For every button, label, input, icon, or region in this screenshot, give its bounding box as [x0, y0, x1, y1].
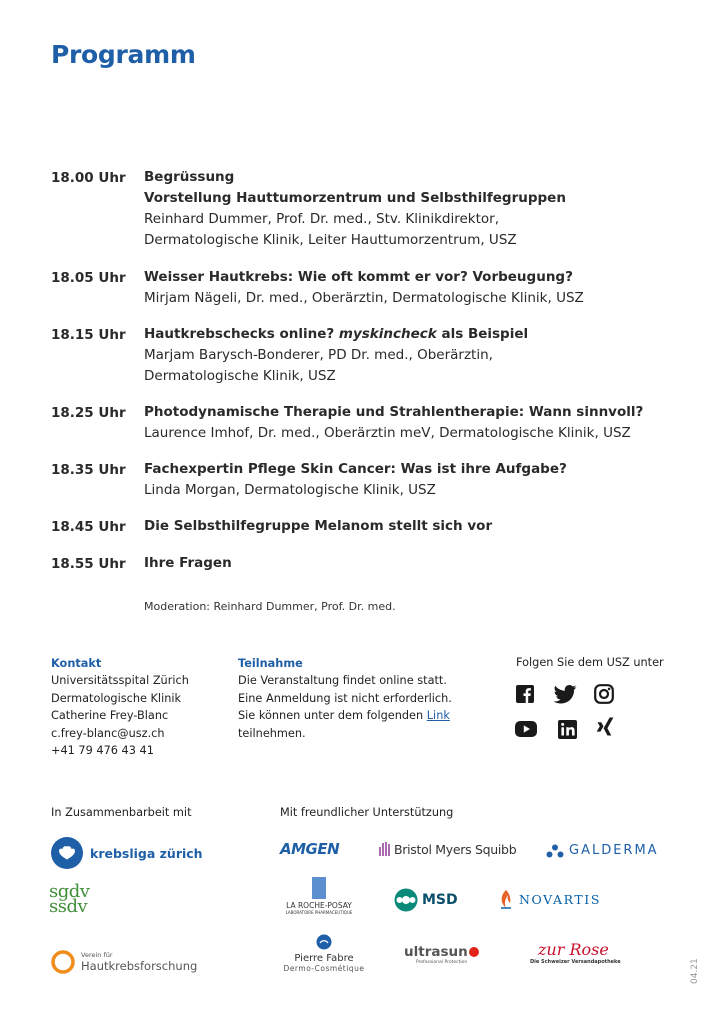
ssdv-text: ssdv: [49, 896, 88, 917]
participation-heading: Teilnahme: [238, 657, 303, 670]
pierre-fabre-text: Pierre Fabre: [294, 953, 354, 964]
krebsliga-text: krebsliga zürich: [90, 845, 203, 861]
contact-line: Dermatologische Klinik: [51, 691, 182, 705]
bms-logo: [378, 840, 516, 858]
schedule-title: Vorstellung Hauttumorzentrum und Selbsthilfegruppen: [144, 190, 566, 206]
moderation-note: Moderation: Reinhard Dummer, Prof. Dr. med.: [144, 600, 396, 613]
pierre-fabre-logo: [278, 934, 370, 973]
schedule-title: Begrüssung: [144, 169, 235, 185]
schedule-time: 18.25 Uhr: [51, 405, 126, 421]
sponsors-heading: Mit freundlicher Unterstützung: [280, 806, 454, 819]
contact-email[interactable]: c.frey-blanc@usz.ch: [51, 726, 165, 740]
contact-line: Universitätsspital Zürich: [51, 674, 189, 687]
page-title: Programm: [51, 40, 196, 69]
ultrasun-text: ultrasun: [404, 944, 468, 960]
ultrasun-sub-text: Professional Protection: [416, 960, 468, 965]
participation-line: Eine Anmeldung ist nicht erforderlich.: [238, 691, 452, 705]
participation-block: [238, 655, 452, 742]
contact-line: Catherine Frey-Blanc: [51, 709, 169, 722]
social-heading: Folgen Sie dem USZ unter: [516, 656, 664, 669]
linkedin-icon[interactable]: [556, 718, 578, 740]
participation-link[interactable]: Link: [426, 709, 450, 722]
schedule-time: 18.00 Uhr: [51, 170, 126, 186]
schedule-title: Die Selbsthilfegruppe Melanom stellt sich vor: [144, 518, 493, 534]
schedule-title: Photodynamische Therapie und Strahlentherapie: Wann sinnvoll?: [144, 404, 644, 420]
ultrasun-dot-icon: [469, 947, 479, 957]
msd-icon: [394, 888, 418, 912]
schedule-speaker: Dermatologische Klinik, Leiter Hauttumorzentrum, USZ: [144, 232, 517, 248]
hautkrebsforschung-logo: [51, 950, 197, 974]
ultrasun-logo: [404, 944, 479, 965]
bms-text: Bristol Myers Squibb: [394, 841, 517, 857]
schedule-title: Hautkrebschecks online? myskincheck als Beispiel: [144, 326, 529, 342]
xing-icon[interactable]: [594, 716, 616, 740]
schedule-time: 18.35 Uhr: [51, 462, 126, 478]
contact-phone[interactable]: +41 79 476 43 41: [51, 744, 154, 757]
schedule-speaker: Reinhard Dummer, Prof. Dr. med., Stv. Klinikdirektor,: [144, 211, 499, 227]
lrp-sub-text: LABORATOIRE PHARMACEUTIQUE: [285, 910, 353, 915]
galderma-text: GALDERMA: [569, 843, 659, 858]
novartis-text: NOVARTIS: [519, 891, 602, 907]
lrp-text: LA ROCHE-POSAY: [286, 901, 352, 910]
participation-line: Die Veranstaltung findet online statt.: [238, 674, 447, 687]
zur-rose-text: zur Rose: [538, 940, 609, 959]
schedule-speaker: Marjam Barysch-Bonderer, PD Dr. med., Oberärztin,: [144, 347, 493, 363]
youtube-icon[interactable]: [514, 718, 538, 740]
partners-heading: In Zusammenbarbeit mit: [51, 806, 192, 819]
schedule-title: Ihre Fragen: [144, 555, 232, 571]
participation-line: teilnehmen.: [238, 726, 306, 740]
novartis-logo: [499, 889, 601, 909]
pierre-fabre-sub-text: Dermo-Cosmétique: [283, 964, 365, 973]
twitter-icon[interactable]: [553, 683, 577, 705]
contact-block: [51, 655, 189, 760]
schedule-time: 18.15 Uhr: [51, 327, 126, 343]
bms-hand-icon: [378, 840, 392, 858]
schedule-time: 18.05 Uhr: [51, 270, 126, 286]
lrp-bottle-icon: [312, 877, 326, 899]
version-label: 04.21: [690, 958, 700, 984]
msd-logo: [394, 888, 458, 912]
instagram-icon[interactable]: [593, 683, 615, 705]
verein-big-text: Hautkrebsforschung: [81, 959, 198, 973]
pierre-fabre-icon: [316, 934, 332, 950]
myskincheck-emphasis: myskincheck: [338, 326, 437, 342]
schedule-speaker: Linda Morgan, Dermatologische Klinik, USZ: [144, 482, 436, 498]
schedule-speaker: Mirjam Nägeli, Dr. med., Oberärztin, Dermatologische Klinik, USZ: [144, 290, 584, 306]
krebsliga-icon: [51, 837, 83, 869]
sgdv-text: sgdv: [49, 881, 90, 902]
zur-rose-logo: [530, 940, 630, 965]
galderma-logo: [546, 843, 659, 858]
schedule-title: Fachexpertin Pflege Skin Cancer: Was ist ihre Aufgabe?: [144, 461, 567, 477]
sun-icon: [51, 950, 75, 974]
schedule-speaker: Laurence Imhof, Dr. med., Oberärztin meV, Dermatologische Klinik, USZ: [144, 425, 631, 441]
contact-heading: Kontakt: [51, 657, 102, 670]
novartis-flame-icon: [499, 889, 513, 909]
schedule-time: 18.55 Uhr: [51, 556, 126, 572]
schedule-speaker: Dermatologische Klinik, USZ: [144, 368, 336, 384]
facebook-icon[interactable]: [514, 683, 536, 705]
schedule-time: 18.45 Uhr: [51, 519, 126, 535]
la-roche-posay-logo: [279, 877, 359, 915]
schedule-title: Weisser Hautkrebs: Wie oft kommt er vor? Vorbeugung?: [144, 269, 573, 285]
participation-line: Sie können unter dem folgenden Link: [238, 709, 450, 722]
verein-small-text: Verein für: [81, 951, 113, 959]
krebsliga-logo: [51, 837, 203, 869]
amgen-logo: AMGEN: [280, 840, 340, 858]
sgdv-logo: [49, 881, 105, 917]
msd-text: MSD: [422, 892, 458, 908]
zur-rose-sub-text: Die Schweizer Versandapotheke: [530, 959, 621, 965]
galderma-dots-icon: [546, 844, 564, 858]
